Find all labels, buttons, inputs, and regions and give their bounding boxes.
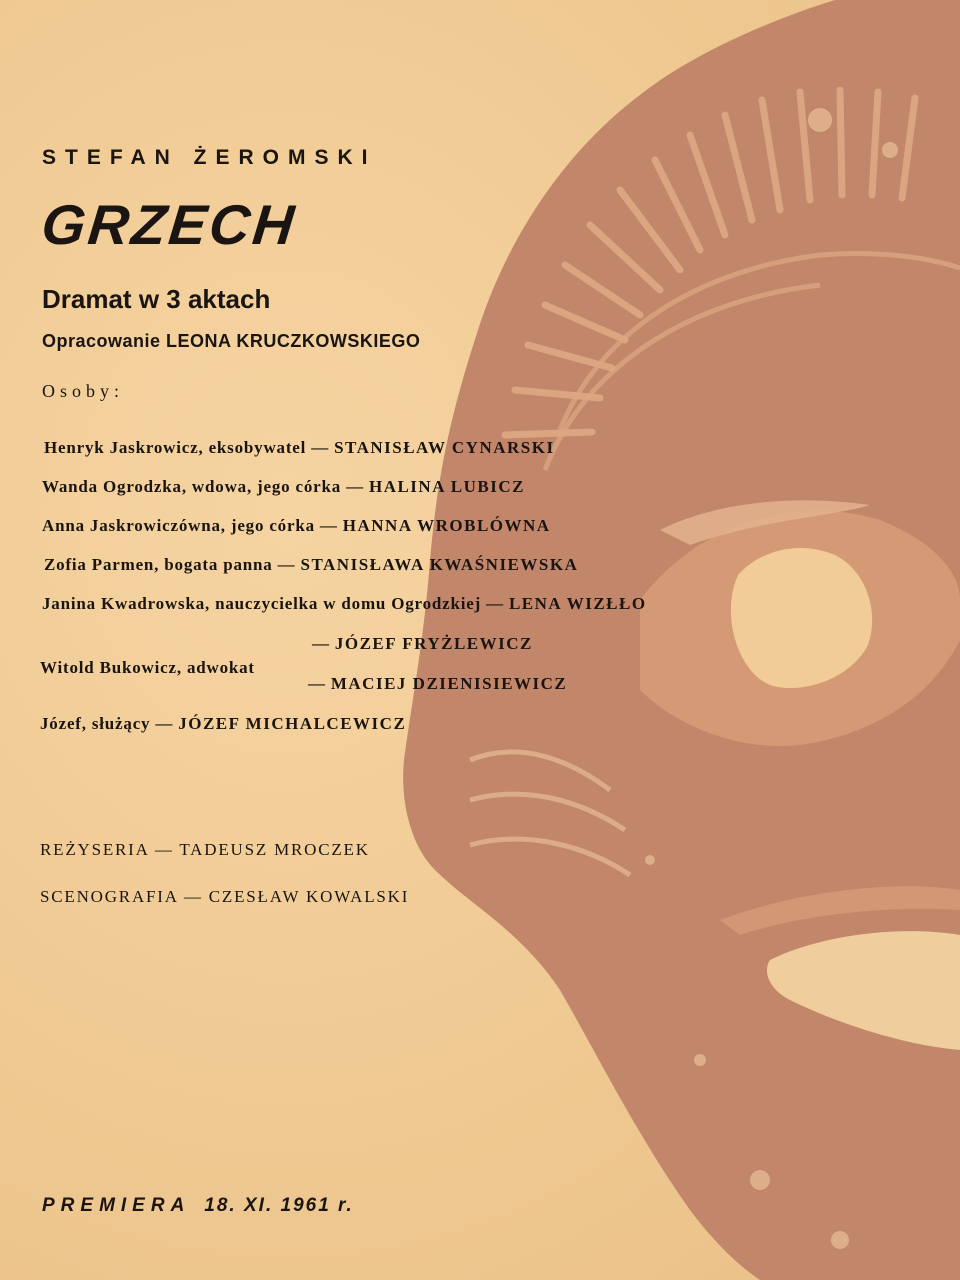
cast-row: Zofia Parmen, bogata panna — STANISŁAWA KWAŚNIEWSKA <box>44 555 579 574</box>
cast-role: Henryk Jaskrowicz, eksobywatel <box>44 438 307 457</box>
cast-actor: HANNA WROBLÓWNA <box>342 516 551 535</box>
cast-role: Józef, służący <box>40 714 151 733</box>
cast-actor: STANISŁAWA KWAŚNIEWSKA <box>300 555 579 574</box>
credit-scenography: SCENOGRAFIA — CZESŁAW KOWALSKI <box>40 887 410 906</box>
premiere-date: PREMIERA 18. XI. 1961 r. <box>42 1195 354 1216</box>
adaptation-credit: Opracowanie LEONA KRUCZKOWSKIEGO <box>42 331 421 351</box>
cast-row: Janina Kwadrowska, nauczycielka w domu Ogrodzkiej — LENA WIZŁŁO <box>42 594 647 613</box>
cast-row: Józef, służący — JÓZEF MICHALCEWICZ <box>40 714 407 733</box>
credit-director: REŻYSERIA — TADEUSZ MROCZEK <box>40 840 370 859</box>
cast-actor-alt: — JÓZEF FRYŻLEWICZ <box>312 634 533 653</box>
play-subtitle: Dramat w 3 aktach <box>42 284 271 314</box>
cast-actor-alt: — MACIEJ DZIENISIEWICZ <box>308 674 568 693</box>
cast-row: Henryk Jaskrowicz, eksobywatel — STANISŁAW CYNARSKI <box>44 438 555 457</box>
author-name: STEFAN ŻEROMSKI <box>42 146 377 169</box>
cast-role: Zofia Parmen, bogata panna <box>44 555 273 574</box>
cast-role: Janina Kwadrowska, nauczycielka w domu Ogrodzkiej <box>42 594 482 613</box>
cast-row: Wanda Ogrodzka, wdowa, jego córka — HALINA LUBICZ <box>42 477 525 496</box>
cast-row: Anna Jaskrowiczówna, jego córka — HANNA WROBLÓWNA <box>42 516 551 535</box>
cast-actor: JÓZEF MICHALCEWICZ <box>178 714 407 733</box>
cast-role: Anna Jaskrowiczówna, jego córka <box>42 516 315 535</box>
cast-actor: STANISŁAW CYNARSKI <box>334 438 555 457</box>
cast-actor: HALINA LUBICZ <box>368 477 525 496</box>
cast-actor: LENA WIZŁŁO <box>508 594 647 613</box>
cast-role-double: Witold Bukowicz, adwokat <box>40 658 255 677</box>
play-title: GRZECH <box>38 193 300 256</box>
cast-role: Wanda Ogrodzka, wdowa, jego córka <box>42 477 342 496</box>
cast-heading: Osoby: <box>42 381 125 401</box>
